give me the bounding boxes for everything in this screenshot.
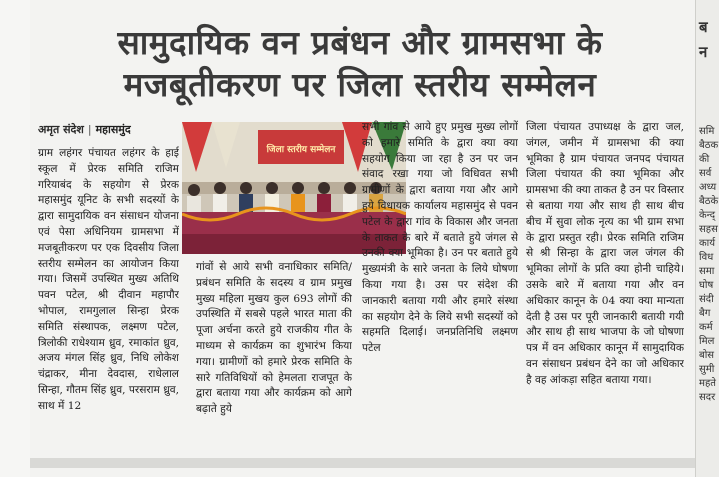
byline-separator: | bbox=[87, 123, 92, 136]
left-margin bbox=[0, 0, 30, 477]
neighbor-line: समा bbox=[699, 266, 715, 277]
neighbor-line: अध्य bbox=[699, 182, 717, 193]
neighbor-line: महते bbox=[699, 378, 716, 389]
article-column-2: गांवों से आये सभी वनाधिकार समिति/प्रबंधन समिति के सदस्य व ग्राम प्रमुख मुख्य महिला मुखय कुल 693 लोगों की उपस्थिति में सबसे पहले भारत माता की पूजा अर्चना करते हुये राजकीय गीत के माध्यम से कार्यक्रम का शुभारंभ किया गया। ग्रामीणों को हमारे प्रेरक समिति के सारे गतिविधियों को हेमलता राजपूत के द्वारा बताया गया और कार्यक्रम को आगे बढ़ाते हुये bbox=[196, 261, 352, 416]
article-column-4: जिला पंचायत उपाध्यक्ष के द्वारा जल, जंगल, जमीन में ग्रामसभा की क्या भूमिका है ग्राम पंचायत जनपद पंचायत जिला पंचायत की क्या भूमिका और ग्रामसभा की क्या ताकत है उन पर विस्तार से बताया गया और साथ ही साथ बीच बीच में सुवा लोक नृत्य का भी ग्राम सभा के द्वारा प्रस्तुत रही। प्रेरक समिति राजिम से श्री सिन्हा के द्वारा जल जंगल की भूमिका लोगों के प्रति क्या होनी चाहिये। उसके बारे में बताया गया और वन अधिकार कानून के 04 क्या क्या मान्यता देती है उस पर पूरी जानकारी बतायी गयी और साथ ही साथ भाजपा के जो घोषणा पत्र में वन अधिकार कानून में सामुदायिक वन संसाधन प्रबंधन देने का जो अधिकार है वह आंकड़ा सहित बताया गया। bbox=[526, 121, 684, 386]
neighbor-line: विध bbox=[699, 252, 714, 263]
article-column-1: ग्राम लहंगर पंचायत लहंगर के हाई स्कूल में प्रेरक समिति राजिम गरियाबंद के सहयोग से प्रेरक महासमुंद यूनिट के सभी सदस्यों के द्वारा सामुदायिक वन संसाधन योजना एवं पेसा अधिनियम ग्रामसभा में मजबूतीकरण पर एक दिवसीय जिला स्तरीय सम्मेलन का आयोजन किया गया। जिसमें उपस्थित मुख्य अतिथि पवन पटेल, श्री दीवान महापौर भोपाल, रामगुलाल सिन्हा प्रेरक समिति संस्थापक, लक्ष्मण पटेल, त्रिलोकी राधेश्याम ध्रुव, रमाकांत ध्रुव, अजय मंगल सिंह ध्रुव, निधि लोकेश चंद्राकर, मीना देवदास, राधेलाल सिन्हा, गौतम सिंह ध्रुव, परसराम ध्रुव, साथ में 12 bbox=[38, 147, 179, 412]
neighbor-line: की bbox=[699, 154, 710, 165]
neighbor-line: कार्य bbox=[699, 238, 716, 249]
neighbor-line: समि bbox=[699, 126, 715, 137]
neighbor-line: सहस bbox=[699, 224, 718, 235]
neighbor-line: सुमी bbox=[699, 364, 715, 375]
neighbor-line: बोस bbox=[699, 350, 715, 361]
neighbor-line: केन्द् bbox=[699, 210, 716, 221]
neighbor-line: कर्म bbox=[699, 322, 713, 333]
neighbor-text-lines bbox=[696, 125, 718, 405]
neighbor-line: बैठक bbox=[699, 140, 719, 151]
neighbor-line: सदर bbox=[699, 392, 716, 403]
neighbor-line: घोष bbox=[699, 280, 714, 291]
neighbor-heading-1: ब bbox=[699, 18, 708, 36]
neighbor-line: सर्व bbox=[699, 168, 712, 179]
neighbor-article-column bbox=[695, 0, 719, 477]
article-column-3: सभी गांव से आये हुए प्रमुख मुख्य लोगों को हमारे समिति के द्वारा क्या क्या सहयोग किया जा रहा है उन पर जन संवाद रखा गया जो विधिवत सभी ग्रामीणों के द्वारा बताया गया और आगे हुये विधायक कार्यालय महासमुंद से पवन पटेल के द्वारा गांव के विकास और जनता के ताकत के बारे में बताते हुये जंगल से उनकी क्या भूमिका है। उन पर बताते हुये मुख्यमंत्री के सारे जनता के लिये घोषणा किया गया है। उस पर संदेश की जानकारी बताया गयी और हमारे संस्था का सहयोग देने के लिये सभी सदस्यों को सहमति दिलाई। जनप्रतिनिधि लक्ष्मण पटेल bbox=[362, 121, 518, 355]
neighbor-line: बैठके bbox=[699, 196, 719, 207]
neighbor-line: मिल bbox=[699, 336, 715, 347]
dateline-location: महासमुंद bbox=[95, 123, 131, 136]
neighbor-line: संदी bbox=[699, 294, 714, 305]
headline-line-2: मजबूतीकरण पर जिला स्तरीय सम्मेलन bbox=[123, 65, 597, 104]
neighbor-line: बैग bbox=[699, 308, 711, 319]
headline bbox=[30, 22, 690, 106]
headline-line-1: सामुदायिक वन प्रबंधन और ग्रामसभा के bbox=[117, 23, 603, 62]
photo-banner-text: जिला स्तरीय सम्मेलन bbox=[266, 145, 336, 155]
source-name: अमृत संदेश bbox=[38, 123, 84, 136]
bottom-page-strip bbox=[30, 458, 695, 468]
neighbor-heading-2: न bbox=[699, 43, 708, 61]
byline bbox=[38, 122, 131, 140]
